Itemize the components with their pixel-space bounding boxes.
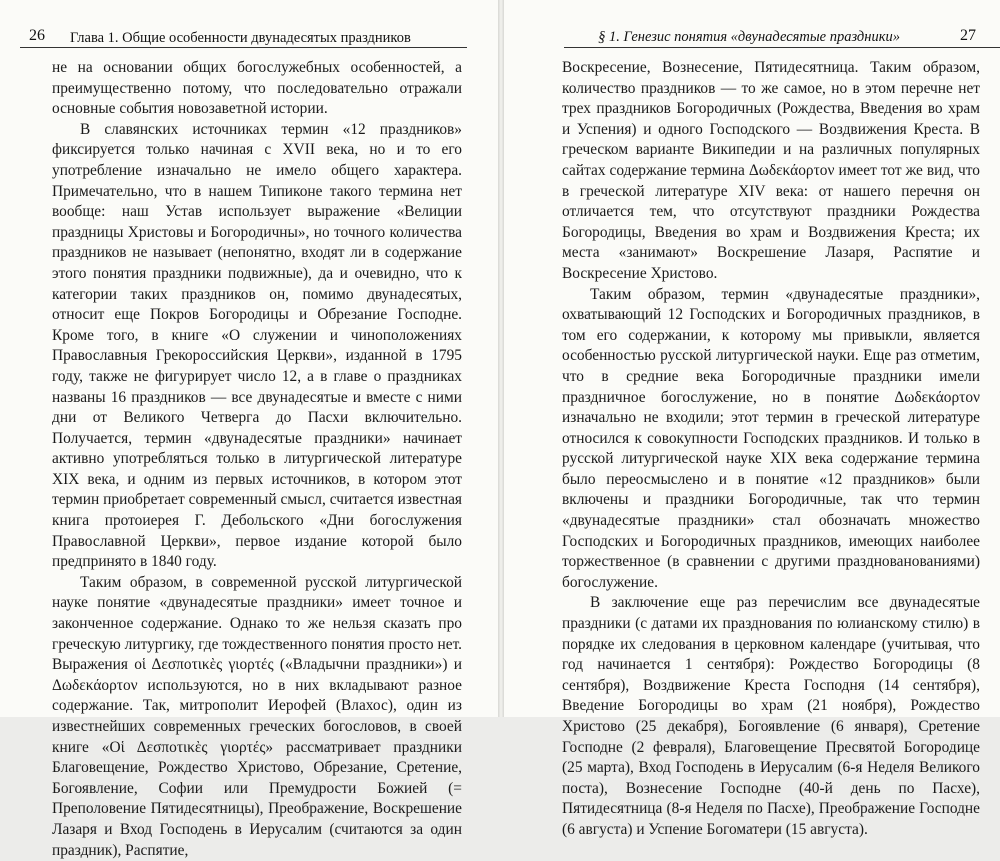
running-header-right xyxy=(564,27,1000,48)
page-number-right: 27 xyxy=(960,27,976,44)
chapter-title-header: Глава 1. Общие особенности двунадесятых праздников xyxy=(70,30,411,46)
paragraph: не на основании общих богослужебных особенностей, а преимущественно потому, что последовательно отражали основные события новозаветной истории. xyxy=(52,59,462,118)
paragraph: Воскресение, Вознесение, Пятидесятница. Таким образом, количество праздников — то же самое, но в этом перечне нет трех праздников Богородичных (Рождества, Введения во храм и Успения) и одного Господского — Воздвижения Креста. В греческом варианте Википедии и на различных популярных сайтах содержание термина Δωδεκάορτον имеет тот же вид, что в греческой литературе XIV века: от нашего перечня он отличается тем, что отсутствуют праздники Рождества Богородицы, Введения во храм и Воздвижения Креста; их места «занимают» Воскрешение Лазаря, Распятие и Воскресение Христово. xyxy=(562,59,980,282)
paragraph: В заключение еще раз перечислим все двунадесятые праздники (с датами их празднования по юлианскому стилю) в порядке их следования в церковном календаре (учитывая, что год начинается 1 сентября): Рождество Богородицы (8 сентября), Воздвижение Креста Господня (14 сентября), Введение Богородицы во храм (21 ноября), Рождество Христово (25 декабря), Богоявление (6 января), Сретение Господне (2 февраля), Благовещение Пресвятой Богородице (25 марта), Вход Господень в Иерусалим (6-я Неделя Великого поста), Вознесение Господне (40-й день по Пасхе), Пятидесятница (8-я Неделя по Пасхе), Преображение Господне (6 августа) и Успение Богоматери (15 августа). xyxy=(562,594,980,838)
right-page-body xyxy=(562,58,980,841)
left-page-body xyxy=(52,58,462,861)
running-header-left xyxy=(20,27,467,48)
paragraph: Таким образом, термин «двунадесятые праздники», охватывающий 12 Господских и Богородичных праздников, в том его содержании, к которому мы привыкли, является особенностью русской литургической науки. Еще раз отметим, что в средние века Богородичные праздники имели праздничное богослужение, но в понятие Δωδεκάορτον изначально не входили; этот термин в греческой литературе относился к совокупности Господских праздников. И только в русской литургической науке XIX века содержание термина было переосмыслено и в понятие «12 праздников» были включены и праздники Богородичные, так что термин «двунадесятые праздники» стал обозначать множество Господских и Богородичных праздников, имеющих наиболее торжественное (в сравнении с другими празднованованиями) богослужение. xyxy=(562,285,980,591)
page-number-left: 26 xyxy=(29,27,45,44)
paragraph: В славянских источниках термин «12 праздников» фиксируется только начиная с XVII века, но и то его употребление изначально не имело общего характера. Примечательно, что в нашем Типиконе такого термина нет вообще: наш Устав использует выражение «Велиции праздницы Христовы и Богородичны», но точного количества праздников не называет (непонятно, входят ли в содержание этого понятия праздники подвижные), да и очевидно, что к категории таких праздников он, помимо двунадесятых, относит еще Покров Богородицы и Обрезание Господне. Кроме того, в книге «О служении и чиноположениях Православныя Грекороссийския Церкви», изданной в 1795 году, также не фигурирует число 12, а в главе о праздниках названы 16 праздников — все двунадесятые и вместе с ними дни от Великого Четверга до Пасхи включительно. Получается, термин «двунадесятые праздники» начинает активно употребляться только в литургической литературе XIX века, и одним из первых источников, в котором этот термин приобретает современный смысл, считается известная книга протоиерея Г. Дебольского «Дни богослужения Православной Церкви», первое издание которой было предпринято в 1840 году. xyxy=(52,120,462,571)
left-page xyxy=(0,0,498,859)
paragraph: Таким образом, в современной русской литургической науке понятие «двунадесятые праздники» имеет точное и законченное содержание. Однако то же нельзя сказать про греческую литургику, где тождественного понятия просто нет. Выражения οἱ Δεσποτικὲς γιορτές («Владычни праздники») и Δωδεκάορτον используются, но в них вкладывают разное содержание. Так, митрополит Иерофей (Влахос), один из известнейших современных греческих богословов, в своей книге «Οἱ Δεσποτικὲς γιορτές» рассматривает праздники Благовещение, Рождество Христово, Обрезание, Сретение, Богоявление, Софии или Премудрости Божией (= Преполовение Пятидесятницы), Преображение, Воскрешение Лазаря и Вход Господень в Иерусалим (считаются за один праздник), Распятие, xyxy=(52,573,462,859)
section-title-header: § 1. Генезис понятия «двунадесятые праздники» xyxy=(598,29,900,45)
right-page xyxy=(504,0,1000,838)
